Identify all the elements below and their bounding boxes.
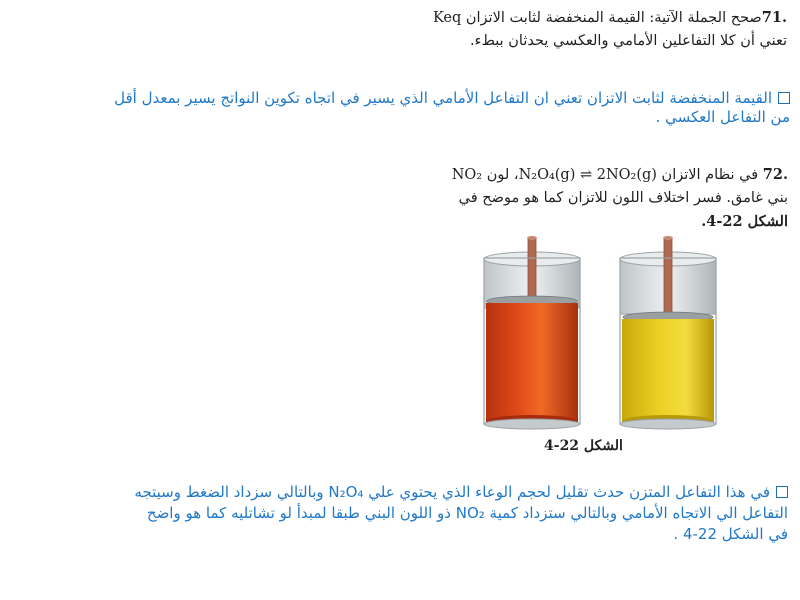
cylinder-rim bbox=[484, 252, 580, 266]
answer-72-line-1: في هذا التفاعل المتزن حدث تقليل لحجم الوعاء الذي يحتوي علي N₂O₄ وبالتالي سزداد الضغط وسيتجه bbox=[134, 482, 788, 503]
piston-rod bbox=[664, 238, 672, 316]
cylinder-glass-top bbox=[484, 258, 580, 308]
piston-plate bbox=[487, 296, 577, 306]
checkbox-icon[interactable] bbox=[778, 92, 790, 104]
piston-cap bbox=[663, 236, 673, 240]
answer-72-line-3: في الشكل 22-4 . bbox=[673, 525, 788, 543]
question-number: .71 bbox=[761, 9, 787, 26]
answer-71 bbox=[114, 89, 790, 127]
figure-caption: الشكل 22-4 bbox=[544, 438, 623, 454]
cylinder-dark-nitrogen-dioxide bbox=[484, 236, 580, 429]
cylinder-light-dinitrogen-tetroxide bbox=[620, 236, 716, 429]
answer-71-line-1: القيمة المنخفضة لثابت الاتزان تعني ان التفاعل الأمامي الذي يسير في اتجاه تكوين النواتج يسير بمعدل أقل bbox=[114, 89, 790, 108]
liquid-light bbox=[622, 319, 714, 422]
question-71 bbox=[433, 6, 787, 53]
answer-71-line-2: من التفاعل العكسي . bbox=[655, 108, 790, 126]
piston-rod bbox=[528, 238, 536, 300]
cylinder-glass-top bbox=[620, 258, 716, 314]
cylinder-glass-outline bbox=[484, 258, 580, 424]
liquid-dark bbox=[486, 303, 578, 422]
liquid-bottom bbox=[622, 415, 714, 427]
question-72 bbox=[452, 163, 788, 233]
cylinder-rim bbox=[620, 252, 716, 266]
liquid-bottom bbox=[486, 415, 578, 427]
question-number: .72 bbox=[762, 166, 788, 183]
question-71-line-1: .71صحح الجملة الآتية: القيمة المنخفضة لثابت الاتزان Keq bbox=[432, 9, 787, 26]
answer-72 bbox=[134, 482, 788, 545]
question-72-line-2: بني غامق. فسر اختلاف اللون للاتزان كما هو موضح في bbox=[458, 190, 788, 206]
cylinder-base bbox=[620, 419, 716, 429]
cylinder-base bbox=[484, 419, 580, 429]
piston-plate bbox=[623, 312, 713, 322]
question-71-line-2: تعني أن كلا التفاعلين الأمامي والعكسي يحدثان ببطء. bbox=[470, 33, 787, 49]
question-72-line-1: .72 في نظام الاتزان N₂O₄(g) ⇌ 2NO₂(g)، لون NO₂ bbox=[451, 166, 788, 183]
cylinder-glass-outline bbox=[620, 258, 716, 424]
piston-cap bbox=[527, 236, 537, 240]
checkbox-icon[interactable] bbox=[776, 486, 788, 498]
question-72-line-3: الشكل 22-4. bbox=[701, 213, 788, 230]
answer-72-line-2: التفاعل الي الاتجاه الأمامي وبالتالي ستزداد كمية NO₂ ذو اللون البني طبقا لمبدأ لو تشاتليه كما هو واضح bbox=[146, 504, 788, 522]
